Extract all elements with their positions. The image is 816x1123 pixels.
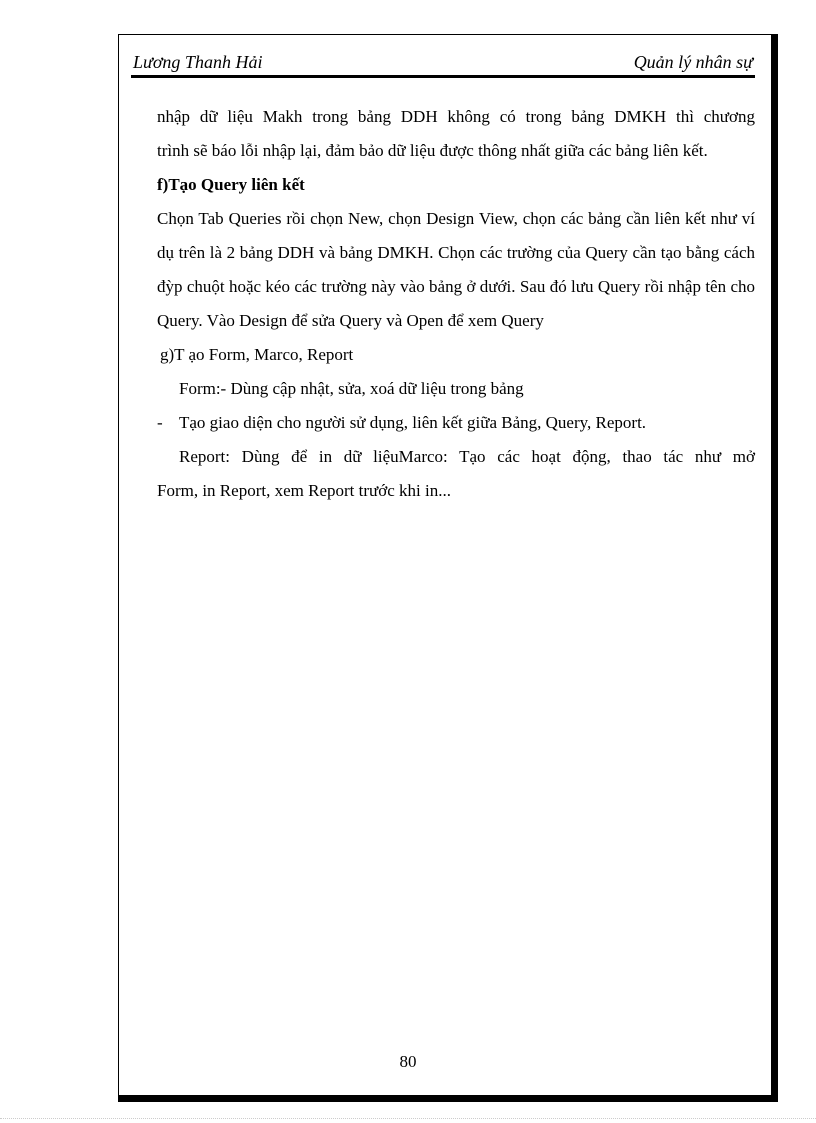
header-rule bbox=[131, 75, 755, 78]
header-title: Quản lý nhân sự bbox=[633, 52, 753, 72]
paragraph-query: Chọn Tab Queries rồi chọn New, chọn Design View, chọn các bảng cần liên kết như ví dụ trên là 2 bảng DDH và bảng DMKH. Chọn các trường của Query cần tạo bằng cách đỳp chuột hoặc kéo các trường này vào bảng ở dưới. Sau đó lưu Query rồi nhập tên cho Query. Vào Design để sửa Query và Open để xem Query bbox=[157, 209, 755, 330]
list-dash: - bbox=[157, 413, 163, 432]
page-bottom-edge bbox=[0, 1118, 816, 1119]
list-item-text: Tạo giao diện cho người sử dụng, liên kết giữa Bảng, Query, Report. bbox=[179, 413, 647, 432]
list-item bbox=[157, 406, 755, 440]
header-author: Lương Thanh Hải bbox=[133, 52, 263, 72]
document-body bbox=[157, 100, 755, 508]
page-number: 80 bbox=[399, 1052, 417, 1071]
section-heading-g: g)T ạo Form, Marco, Report bbox=[160, 345, 354, 364]
report-line: Report: Dùng để in dữ liệuMarco: Tạo các hoạt động, thao tác như mở bbox=[179, 447, 755, 466]
report-line-continued: Form, in Report, xem Report trước khi in... bbox=[157, 481, 451, 500]
form-line: Form:- Dùng cập nhật, sửa, xoá dữ liệu trong bảng bbox=[179, 379, 524, 398]
paragraph-line: trình sẽ báo lỗi nhập lại, đảm bảo dữ liệu được thông nhất giữa các bảng liên kết. bbox=[157, 141, 708, 160]
page-header bbox=[131, 50, 755, 78]
section-heading-f: f)Tạo Query liên kết bbox=[157, 175, 305, 194]
paragraph-line: nhập dữ liệu Makh trong bảng DDH không có trong bảng DMKH thì chương bbox=[157, 107, 755, 126]
